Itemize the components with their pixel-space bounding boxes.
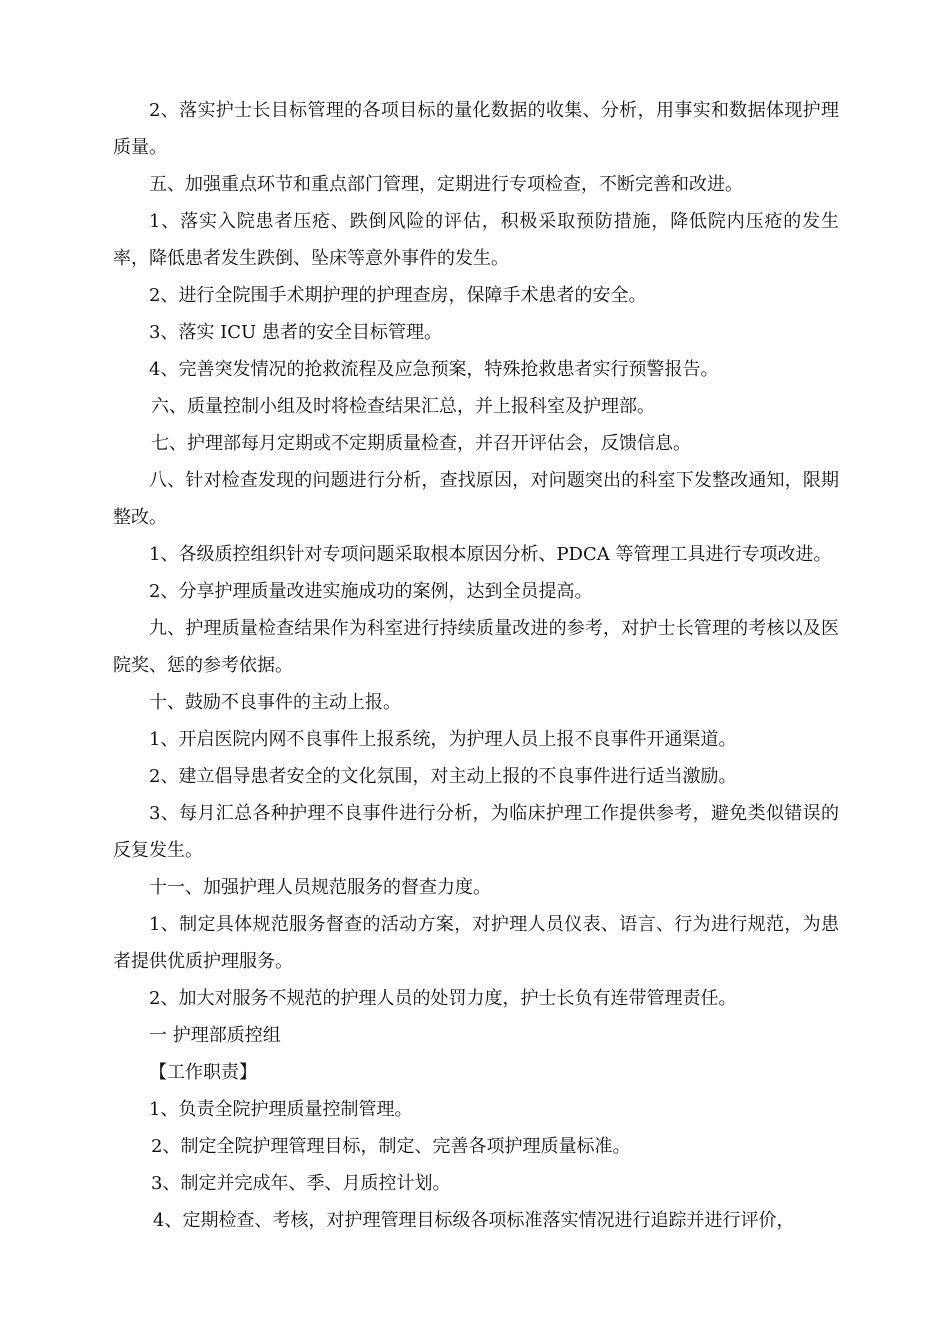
paragraph: 2、建立倡导患者安全的文化氛围，对主动上报的不良事件进行适当激励。 — [149, 766, 737, 787]
section-heading: 一 护理部质控组 — [149, 1025, 281, 1046]
paragraph: 1、制定具体规范服务督查的活动方案，对护理人员仪表、语言、行为进行规范，为患者提供优质护理服务。 — [113, 914, 839, 972]
paragraph: 2、落实护士长目标管理的各项目标的量化数据的收集、分析，用事实和数据体现护理质量。 — [113, 100, 839, 158]
subsection-heading: 【工作职责】 — [149, 1062, 257, 1083]
section-heading: 十一、加强护理人员规范服务的督查力度。 — [149, 877, 491, 898]
paragraph: 3、制定并完成年、季、月质控计划。 — [151, 1173, 451, 1194]
paragraph: 4、定期检查、考核，对护理管理目标级各项标准落实情况进行追踪并进行评价， — [153, 1210, 795, 1231]
section-heading: 七、护理部每月定期或不定期质量检查，并召开评估会，反馈信息。 — [151, 433, 691, 454]
paragraph: 1、落实入院患者压疮、跌倒风险的评估，积极采取预防措施，降低院内压疮的发生率，降低患者发生跌倒、坠床等意外事件的发生。 — [113, 211, 839, 269]
section-heading: 九、护理质量检查结果作为科室进行持续质量改进的参考，对护士长管理的考核以及医院奖、惩的参考依据。 — [113, 618, 839, 676]
section-heading: 八、针对检查发现的问题进行分析，查找原因，对问题突出的科室下发整改通知，限期整改。 — [113, 470, 839, 528]
document-body — [113, 92, 839, 1239]
paragraph: 2、加大对服务不规范的护理人员的处罚力度，护士长负有连带管理责任。 — [149, 988, 737, 1009]
paragraph: 4、完善突发情况的抢救流程及应急预案，特殊抢救患者实行预警报告。 — [149, 359, 719, 380]
section-heading: 六、质量控制小组及时将检查结果汇总，并上报科室及护理部。 — [151, 396, 655, 417]
paragraph: 2、分享护理质量改进实施成功的案例，达到全员提高。 — [149, 581, 593, 602]
paragraph: 3、每月汇总各种护理不良事件进行分析，为临床护理工作提供参考，避免类似错误的反复发生。 — [113, 803, 839, 861]
paragraph: 1、开启医院内网不良事件上报系统，为护理人员上报不良事件开通渠道。 — [149, 729, 737, 750]
paragraph: 1、负责全院护理质量控制管理。 — [149, 1099, 413, 1120]
paragraph: 1、各级质控组织针对专项问题采取根本原因分析、PDCA 等管理工具进行专项改进。 — [149, 544, 832, 565]
section-heading: 五、加强重点环节和重点部门管理，定期进行专项检查，不断完善和改进。 — [149, 174, 743, 195]
paragraph: 3、落实 ICU 患者的安全目标管理。 — [149, 322, 442, 343]
paragraph: 2、进行全院围手术期护理的护理查房，保障手术患者的安全。 — [149, 285, 647, 306]
section-heading: 十、鼓励不良事件的主动上报。 — [149, 692, 401, 713]
paragraph: 2、制定全院护理管理目标，制定、完善各项护理质量标准。 — [151, 1136, 631, 1157]
